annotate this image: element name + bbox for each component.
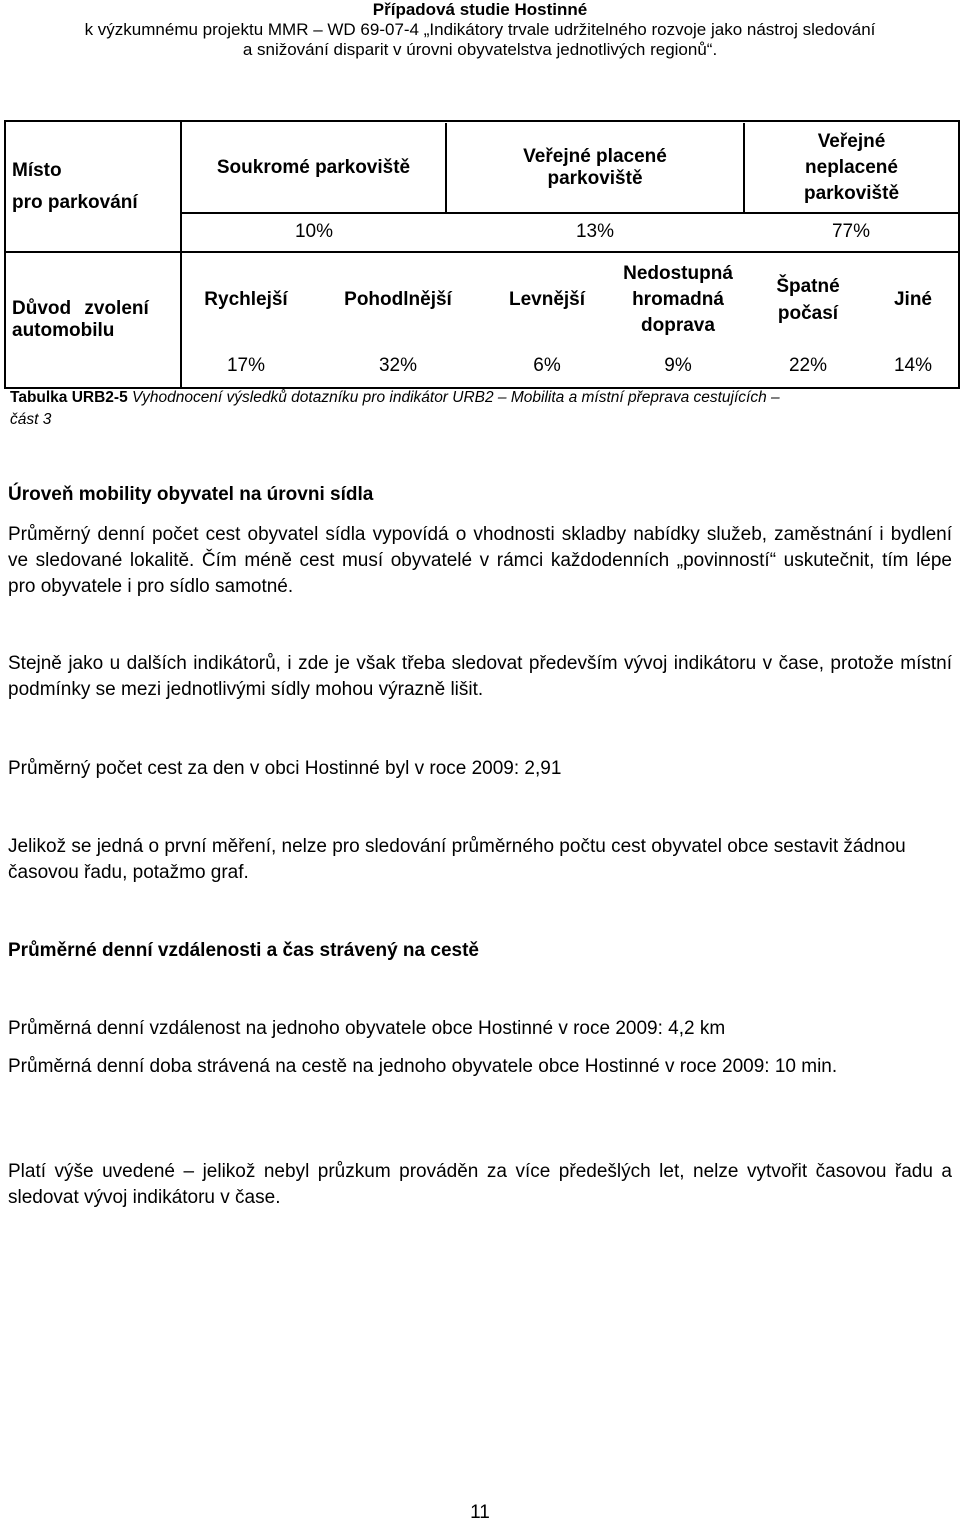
parking-value-public-paid: 13% — [575, 221, 615, 242]
parking-value-private: 10% — [294, 221, 334, 242]
parking-label-line2: pro parkování — [12, 191, 138, 213]
reason-label-line1: Důvod zvolení — [12, 298, 149, 319]
paragraph-6: Průměrná denní doba strávená na cestě na jednoho obyvatele obce Hostinné v roce 2009: 10 min. — [8, 1056, 838, 1077]
paragraph-1: Průměrný denní počet cest obyvatel sídla vypovídá o vhodnosti skladby nabídky služeb, zaměstnání i bydlení ve sledované lokalitě. Čím méně cest musí obyvatelé v rámci každodenních „povinností“ uskutečnit, tím lépe pro obyvatele i pro sídlo samotné. — [8, 524, 952, 597]
reason-comfortable: Pohodlnější — [344, 289, 452, 310]
parking-type-public-free — [744, 123, 958, 213]
reason-value-other: 14% — [893, 355, 933, 376]
distance-heading: Průměrné denní vzdálenosti a čas strávený na cestě — [8, 940, 479, 961]
reason-inner-table — [182, 254, 958, 386]
paragraph-3: Průměrný počet cest za den v obci Hostinné byl v roce 2009: 2,91 — [8, 758, 562, 779]
caption-label: Tabulka URB2-5 — [10, 389, 128, 406]
page-header — [0, 0, 960, 60]
reason-value-bad-weather: 22% — [788, 355, 828, 376]
reason-value-comfortable: 32% — [378, 355, 418, 376]
reason-cheaper: Levnější — [508, 289, 586, 310]
reason-no-public-transport — [608, 254, 748, 346]
reason-cell — [181, 252, 959, 388]
parking-type-public-paid — [446, 123, 744, 213]
reason-no-public-transport-text: Nedostupná hromadná doprava — [623, 263, 733, 336]
reason-value-faster: 17% — [226, 355, 266, 376]
caption-text: Vyhodnocení výsledků dotazníku pro indikátor URB2 – Mobilita a místní přeprava cestujících – — [132, 389, 780, 406]
reason-other: Jiné — [893, 289, 933, 310]
reason-faster: Rychlejší — [204, 289, 288, 310]
header-subtitle-line1: k výzkumnému projektu MMR – WD 69-07-4 „Indikátory trvale udržitelného rozvoje jako nástroj sledování — [84, 20, 876, 39]
parking-value-public-free: 77% — [831, 221, 871, 242]
reason-bad-weather — [748, 254, 868, 346]
mobility-heading: Úroveň mobility obyvatel na úrovni sídla — [8, 484, 374, 505]
paragraph-5: Průměrná denní vzdálenost na jednoho obyvatele obce Hostinné v roce 2009: 4,2 km — [8, 1018, 726, 1039]
header-title: Případová studie Hostinné — [372, 0, 588, 19]
reason-label-line2: automobilu — [12, 320, 115, 341]
header-subtitle-line2: a snižování disparit v úrovni obyvatelstva jednotlivých regionů“. — [242, 40, 718, 59]
parking-type-public-free-text: Veřejné neplacené parkoviště — [803, 130, 900, 204]
reason-value-cheaper: 6% — [533, 355, 561, 376]
reason-row-label — [5, 252, 181, 388]
table-caption — [10, 387, 950, 431]
paragraph-7: Platí výše uvedené – jelikož nebyl průzkum prováděn za více předešlých let, nelze vytvořit časovou řadu a sledovat vývoj indikátoru v čase. — [8, 1161, 952, 1208]
parking-type-public-paid-text: Veřejné placené parkoviště — [523, 145, 667, 189]
parking-label-line1: Místo — [12, 159, 62, 181]
reason-bad-weather-text: Špatné počasí — [776, 276, 840, 324]
page-number: 11 — [470, 1502, 490, 1523]
paragraph-4: Jelikož se jedná o první měření, nelze pro sledování průměrného počtu cest obyvatel obce sestavit žádnou časovou řadu, potažmo graf. — [8, 836, 906, 883]
parking-cell — [181, 121, 959, 252]
reason-value-no-public-transport: 9% — [664, 355, 692, 376]
caption-text-2: část 3 — [10, 411, 52, 428]
parking-row-label — [5, 121, 181, 252]
parking-type-private: Soukromé parkoviště — [182, 123, 446, 213]
parking-inner-table — [182, 123, 958, 250]
survey-table — [4, 120, 960, 389]
paragraph-2: Stejně jako u dalších indikátorů, i zde je však třeba sledovat především vývoj indikátoru v čase, protože místní podmínky se mezi jednotlivými sídly mohou výrazně lišit. — [8, 653, 952, 700]
